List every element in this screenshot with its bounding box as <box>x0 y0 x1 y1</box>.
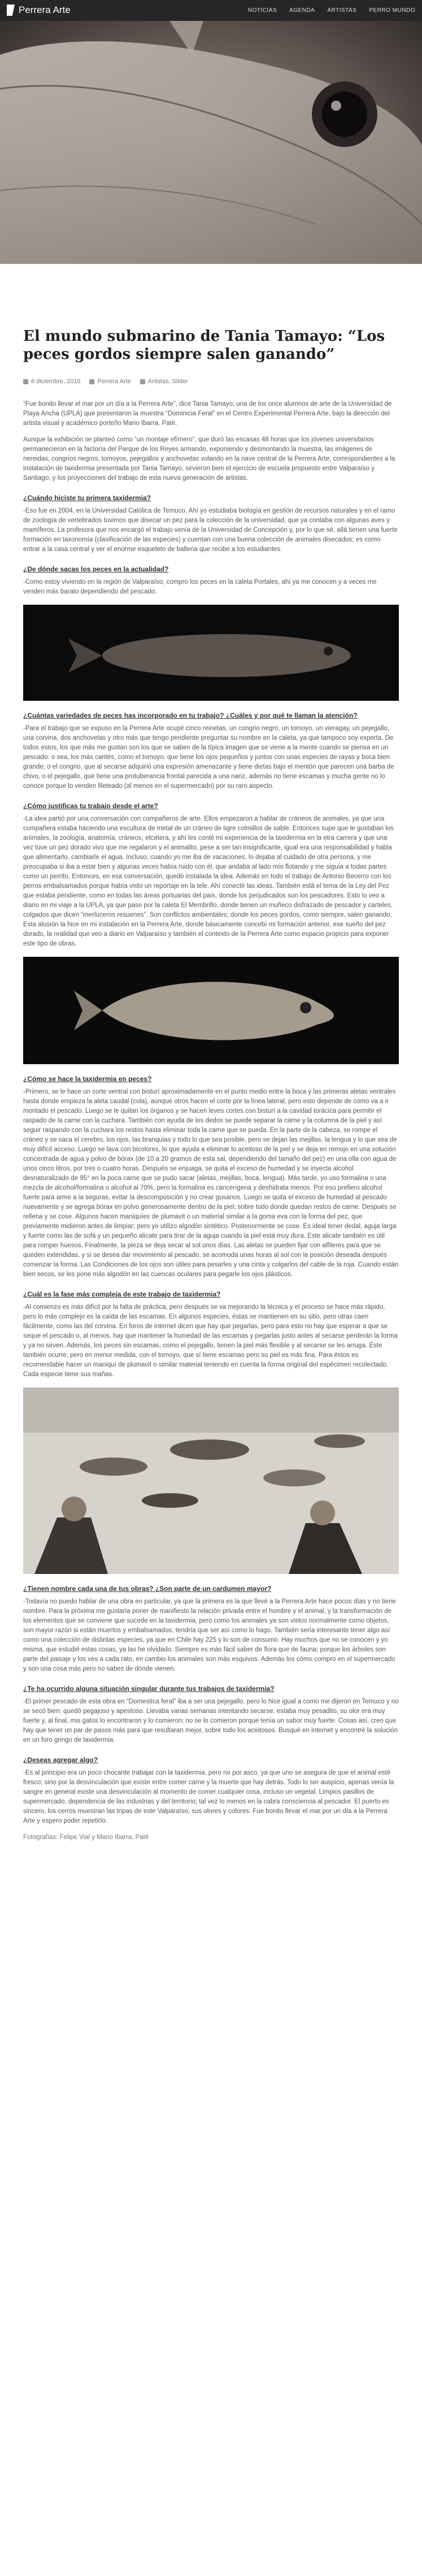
photos-label: Fotografías: <box>23 1834 58 1841</box>
question: ¿Cuándo hiciste tu primera taxidermia? <box>23 494 151 502</box>
photos-credit: Felipe Vial y Mario Ibarra, Paté <box>59 1834 149 1841</box>
date-text: 6 diciembre, 2016 <box>31 378 81 385</box>
answer: -Es al principio era un poco chocante trabajar con la taxidermia, pero no por asco, ya que uno se asegura de que el animal esté fresco; sino por la desvinculación que existe entre comer carne y la muerte que hay detrás. Todo lo ser auspicio, apenas venía la sangre en general existe una desvinculación al momento de comer cualquier cosa, incluso un vegetal. Limpios pasillos de supermercado, dependencia de las industrias y del territorio; tal vez lo menos en la cabra consciencia al pescador. El puerto es sincero, los cerros muestran las tripas de este Valparaíso, sus olores y colores. Fue bonito llevar el mar por un día a la Perrera Arte y espero poder repetirlo. <box>23 1770 394 1824</box>
logo-icon <box>7 5 15 16</box>
article-meta <box>23 378 399 385</box>
site-name: Perrera Arte <box>19 5 71 15</box>
answer: -El primer pescado de esta obra en “Domestica feral” iba a ser una pejegallo, pero lo hice igual a como me dijeron en Temuco y no se secó bien: quedó pegajoso y apestoso. Llevaba varias semanas intentando secarse, estaba muy pesadito, su olor era muy fuerte y, al final, mis gatos lo encontraron y lo comieron; no se lo comieron porque tenía un sabor muy fuerte. Cosas así, creo que hay que tener un par de pasos más para que resultaran mejor, sobre todo los aceitosos. Busqué en internet y encontré la solución en un foro gringo de taxidermia. <box>23 1698 399 1744</box>
nav-perro-mundo[interactable]: PERRO MUNDO <box>369 7 415 14</box>
question: ¿Cómo se hace la taxidermia en peces? <box>23 1075 152 1083</box>
intro-paragraph: Aunque la exhibición se planteó como “un montaje efímero”, que duró las escasas 48 horas que los jóvenes universitarios permanecieron en la factoría del Parque de los Reyes armando, exponiendo y desmontando la muestra, las imágenes de nereidas, congrios negros, tomoyos, pejegallos y anchovetas volando en la nave central de la Perrera Arte, correspondientes a la instalación de taxidermia presentada por Tania Tamayo, sirvieron bien el ejercicio de escuela propuesto entre Valparaíso y Santiago, y los proyecciones del trabajo de esta nueva generación de artistas. <box>23 436 395 482</box>
question: ¿Deseas agregar algo? <box>23 1756 98 1764</box>
site-logo[interactable] <box>7 5 71 16</box>
hero-image <box>0 21 422 264</box>
question: ¿Cuál es la fase más compleja de este trabajo de taxidermia? <box>23 1290 221 1298</box>
question: ¿Tienen nombre cada una de tus obras? ¿Son parte de un cardumen mayor? <box>23 1585 272 1593</box>
fish-photo-dark <box>23 605 399 701</box>
intro-paragraph: “Fue bonito llevar el mar por un día a la Perrera Arte”, dice Tania Tamayo, una de los once alumnos de arte de la Universidad de Playa Ancha (UPLA) que presentaron la muestra “Dominicia Feral” en el Centro Experimental Perrera Arte, bajo la dirección del artista visual y académico porteño Mario Ibarra. Paté. <box>23 401 392 427</box>
nav-agenda[interactable]: AGENDA <box>289 7 315 14</box>
answer: -Al comienzo es más difícil por la falta de práctica, pero después se va mejorando la técnica y el proceso se hace más rápido, pero lo más complejo es la caída de las escamas. En algunos especies, éstas se mantienen en su sitio, pero otras caen fácilmente, como las del corvina. En foros de internet dicen que hay que pegarlas, pero para esto no hay que esperar a que se seque el pescado o, al menos, hay que mantener la humedad de las escamas y pegarlas justo antes al secarse perderán la forma y ya no sirven. Además, los peces sin escamas, como el pejegallo, tienen la piel más flexible y al secarse se les arruga. Éste también ocurre, pero en menor medida, con el tomoyo, que sí tiene escamas pero su piel es más fina. Para éstos es recomendable hacer un maniquí de plumavit o similar material teniendo en cuenta la forma original del espécimen recolectado. Cada especie tiene sus mañas. <box>23 1304 398 1378</box>
answer: -Primero, se le hace un corte ventral con bisturí aproximadamente en el punto medio entre la boca y las primeras aletas ventrales hasta donde empieza la aleta caudal (cola), aunque otros hacen el corte por la línea lateral, pero esto depende de cómo va a ir montado el pescado. Luego se le quitan los órganos y se hacen leves cortes con bisturí a la cavidad torácica para permitir el raspado de la carne con la cuchara. También con ayuda de los dedos se puede separar la carne y la columna de la piel y así seguir raspando con la cuchara los restos hasta eliminar toda la carne que se pueda. En la parte de la cabeza, se rompe el cráneo y se saca el cerebro, los ojos, las branquias y todo lo que sea posible, pero se dejan las mejillas, la lengua y lo que sea de muy difícil acceso. Luego se lava con bicolores, lo que ayuda a eliminar lo aceitoso de la piel y se deja en remojo en una solución concentrada de agua y polvo de bórax (de 10 a 20 gramos de esta sal, dependiendo del tamaño del pez) en una olla con agua de unos cinco litros, por tres o cuatro horas. Después se enjuaga, se quita el exceso de humedad y se inyecta alcohol desnaturalizado de 95° en la poca carne que se pudo sacar (aletas, mejillas, boca, lengua). Más tarde, yo uso formalina o una mezcla de alcohol/formalina o alcohol al 70%, pero la formalina es cancerígena y deshidrata menos. Por eso prefiero alcohol fuerte para arme a la seguras, evitar la descomposición y no crear gusanos. Luego se quita el exceso de humedad al pescado nuevamente y se agrega bórax en polvo generosamente dentro de la piel; sobre todo donde quedan restos de carne. Después se rellena y se cose. Algunos hacen maniquíes de plumavit o un material similar a la goma eva con la forma del pez, que previamente midieron antes de limpiar; pero yo utilizo algodón sintético. Posteriormente se cose. Es ideal tener dedal, aguja larga y fuerte como las de sofá y un pequeño alicate para tirar de la aguja cuando la piel está muy dura. Este alicate también es útil para romper huesos. Finalmente, la pieza se deja secar al sol unos días. Las aletas se pueden fijar con alfileres para que se queden extendidas, y si se desea dar movimiento al pescado, se acomoda unas horas al sol con la posición deseada después comenzar la forma. Las Condiciones de los ojos son útiles para pesarles y una cinta y colgarlos del cable de la roja. Cuando están bien secos, se les pone más algodón en las cuencas oculares para pegarle los ojos plásticos. <box>23 1088 399 1278</box>
answer: -Para el trabajo que se expuso en la Perrera Arte ocupé cinco reinetas, un congrio negro, un tomoyo, un vieragay, un pejegallo, una corvina, dos anchovetas y otro más que tengo pendiente preguntar su nombre en la caleta, ya que tampoco soy experta. De todos estos, los que más me gustan son los que se saben de la típica imagen que se viene a la mente cuando se piensa en un pescado: o sea, los más carités, como el tomoyo, que tiene los ojos pequeños y juntos con unas especies de rayas y boca bien grande; o el congrio, que al secarse adquirió una expresión amenazante y tiene dietas bajo el mentón que parecen una barba de chivo, o el pejegallo, que tiene una protuberancia frontal parecida a una nariz, además no tiene escamas y mucha gente no lo conoce porque lo venden fileteado (al menos en el supermercado) por su raro aspecto. <box>23 725 394 790</box>
answer: -Eso fue en 2004, en la Universidad Católica de Temuco. Ahí yo estudiaba biología en gestión de recursos naturales y en el ramo de zoología de vertebrados tuvimos que disecar un pez para la colección de la universidad, que ya contaba con algunas aves y mamíferos. La profesora que nos encargó el trabajo venía de la Universidad de Concepción y, por lo que sé, allá tienen una fuerte formación en taxonomía (clasificación de las especies) y cuentan con una buena colección de animales disecados; es como entrar a la casa central y ver el enorme esqueleto de ballena que recibe a los estudiantes. <box>23 508 398 553</box>
fish-photo-skin <box>23 957 399 1064</box>
answer: -Como estoy viviendo en la región de Valparaíso, compro los peces en la caleta Portales, ahí ya me conocen y a veces me venden más barato dependiendo del pescado. <box>23 579 377 595</box>
photo-credits <box>23 1833 399 1842</box>
nav-noticias[interactable]: NOTICIAS <box>247 7 277 14</box>
question: ¿Te ha ocurrido alguna situación singular durante tus trabajos de taxidermia? <box>23 1685 275 1693</box>
question: ¿Cuántas variedades de peces has incorporado en tu trabajo? ¿Cuáles y por qué te llaman la atención? <box>23 712 358 719</box>
categories-text[interactable]: Artistas, Slider <box>147 378 188 385</box>
question: ¿De dónde sacas los peces en la actualidad? <box>23 565 169 573</box>
nav-artistas[interactable]: ARTISTAS <box>327 7 357 14</box>
meta-author[interactable] <box>89 378 130 385</box>
author-text[interactable]: Perrera Arte <box>97 378 131 385</box>
calendar-icon <box>23 379 28 384</box>
main-nav <box>248 7 415 14</box>
article <box>23 264 399 1842</box>
folder-icon <box>140 379 145 384</box>
question: ¿Cómo justificas tu trabajo desde el arte? <box>23 802 158 810</box>
meta-categories[interactable] <box>140 378 188 385</box>
exhibition-photo <box>23 1387 399 1574</box>
answer: -La idea partió por una conversación con compañeros de arte. Ellos empezaron a hablar de cráneos de animales, ya que una compañera estaba haciendo una escultura de metal de un cráneo de tigre colmillos de sable. Entonces supe que le gustaban los animales, la zoología, anatomía, cráneos, etcétera, y ahí les conté mi experiencia de la taxidermia en la etra carrera y que una vez tuve un pez dorado vivo que me regalaron y el animalito, pese a ser tan insignificante, igual era una responsabilidad y habla que alimentarlo, cambiarle el agua. Incluso, cuando yo me iba de vacaciones, lo dejaba al cuidado de otra persona, y me preocupaba si iba a estar bien y algunas veces había ruido con él, que andaba al lado mío flotando y me siguía a todas partes como un perrito. Entonces, en esa conversación, quedó instalada la idea. Además en todo el trabajo de Antonio Becerro con los perros embalsamados porque había visto un reportaje en la tele. Ahí conecté las ideas. También está el tema de la Ley del Pez que estaba pendiente, como en todas las áreas portuarias del país, donde los perjudicados son los pescadores. Esto lo veo a diario en mi viaje a la UPLA, ya que paso por la caleta El Membrillo, donde tienen un muñeco disfrazado de pescador y carteles, colgados que dicen “merluceros resuenes”. Son conflictos ambientales; donde los peces gordos, como siempre, salen ganando. Esta alusión la hice en mi instalación en la Perrera Arte, donde básicamente concebí mi formación anterior, ese sueño del pez dorado, la realidad que veo a diario en Valparaíso y también el contexto de la Perrera Arte como espacio propicio para exponer este tipo de obras. <box>23 816 394 947</box>
answer: -Todavía no puedo hablar de una obra en particular, ya que la primera es la que llevé a la Perrera Arte hace pocos días y no tiene nombre. Para la próxima me gustaría poner de manifiesto la relación privada entre el hombre y el animal, y la transformación de los elementos que se conviene que sucede en la taxidermia, pero como los animales ya son vistos normalmente como objetos, son mayor razón si están muertos y embalsamados, tendría que ser así como lo hago. También sería interesante tener algo así como una colección de distintas especies, ya que en Chile hay 225 y lo son de consumo. Hay muchos que no se conocen y yo misma, que estudié estas cosas, ya las he olvidado. Siempre es más fácil saber de flora que de fauna; porque los árboles son parte del paisaje y los ves a cada rato, en cambio los animales son más esquivos. Además los cómo compro en el supermercado y son una cosa más pero no sabes de dónde vienen. <box>23 1598 396 1672</box>
meta-date <box>23 378 80 385</box>
top-navbar <box>0 0 422 21</box>
user-icon <box>89 379 94 384</box>
article-title: El mundo submarino de Tania Tamayo: “Los peces gordos siempre salen ganando” <box>23 328 385 363</box>
